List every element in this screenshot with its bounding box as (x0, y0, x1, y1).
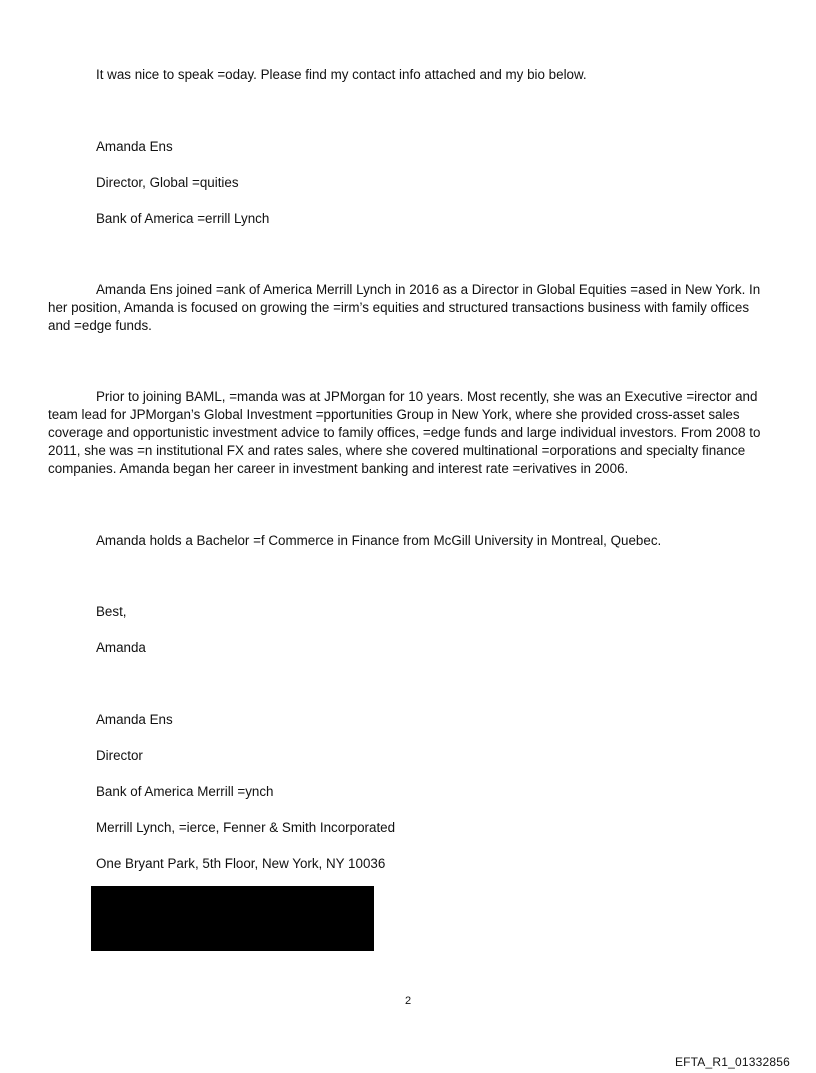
signature-title: Director (96, 748, 143, 763)
signature-company: Bank of America Merrill =ynch (96, 784, 274, 799)
header-title: Director, Global =quities (96, 175, 239, 190)
signature-address: One Bryant Park, 5th Floor, New York, NY 10036 (96, 856, 386, 871)
intro-line: It was nice to speak =oday. Please find my contact info attached and my bio below. (96, 67, 587, 82)
header-company: Bank of America =errill Lynch (96, 211, 270, 226)
page-number: 2 (404, 995, 412, 1007)
bio-paragraph-1: Amanda Ens joined =ank of America Merrill Lynch in 2016 as a Director in Global Equities =ased in New York. In her position, Amanda is focused on growing the =irm’s equities and structured transactions business with family offices and =edge funds. (48, 282, 761, 333)
signoff-name: Amanda (96, 640, 146, 655)
signature-legal-entity: Merrill Lynch, =ierce, Fenner & Smith Incorporated (96, 820, 396, 835)
closing: Best, (96, 604, 127, 619)
bio-paragraph-2: Prior to joining BAML, =manda was at JPMorgan for 10 years. Most recently, she was an Executive =irector and team lead for JPMorgan’s Global Investment =pportunities Group in New York, where she provided cross-asset sales coverage and opportunistic investment advice to family offices, =edge funds and large individual investors. From 2008 to 2011, she was =n institutional FX and rates sales, where she covered multinational =orporations and specialty finance companies. Amanda began her career in investment banking and interest rate =erivatives in 2006. (48, 389, 761, 476)
header-name: Amanda Ens (96, 139, 173, 154)
bio-paragraph-3: Amanda holds a Bachelor =f Commerce in Finance from McGill University in Montreal, Quebec. (96, 533, 662, 548)
redaction-block (91, 886, 374, 951)
document-id: EFTA_R1_01332856 (674, 1055, 790, 1069)
signature-name: Amanda Ens (96, 712, 173, 727)
